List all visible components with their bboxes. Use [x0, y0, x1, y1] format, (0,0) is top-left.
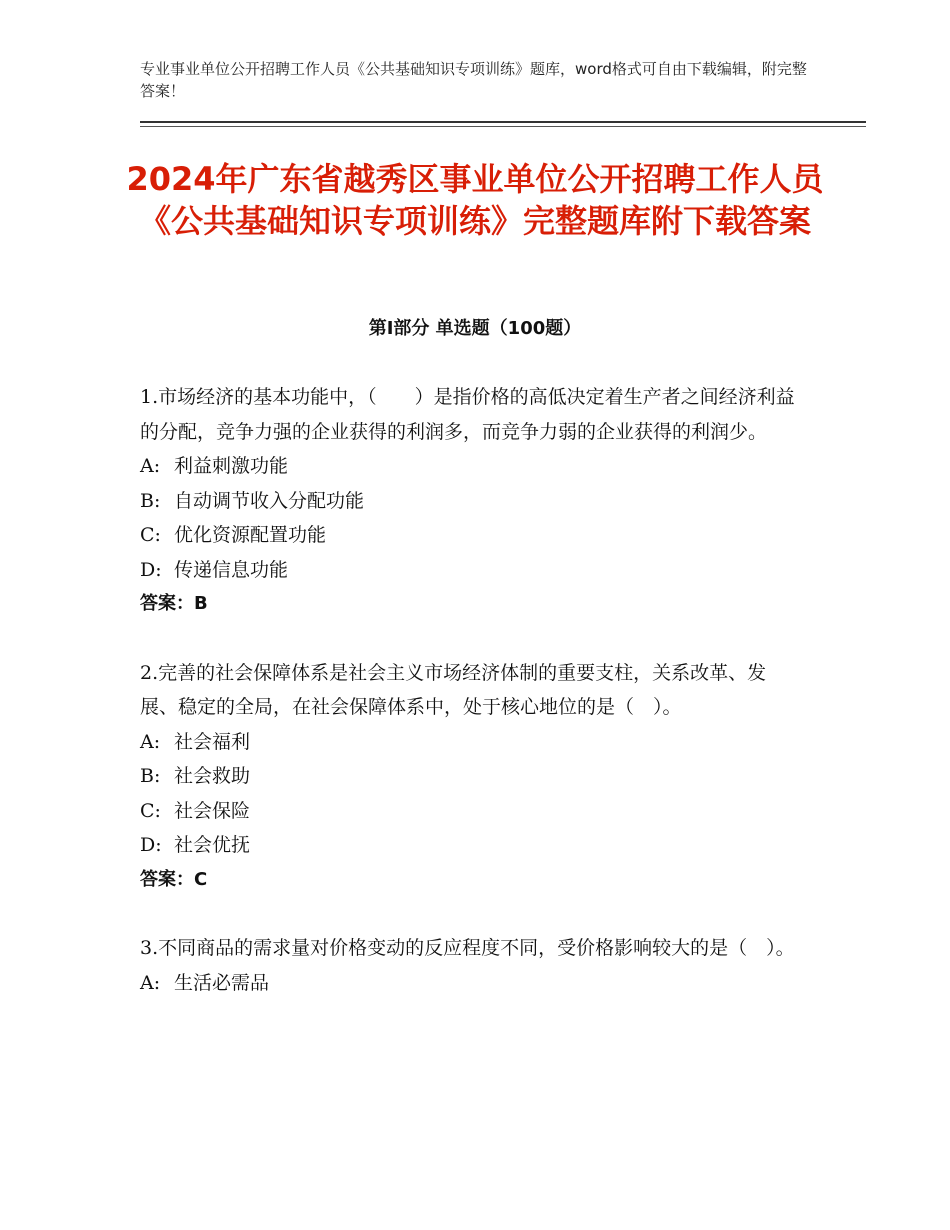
answer-line: 答案：C [140, 868, 208, 890]
option-d [140, 828, 800, 863]
option-letter: D: [140, 558, 162, 581]
option-letter: A: [140, 971, 161, 994]
option-text: 传递信息功能 [174, 558, 289, 581]
option-text: 社会优抚 [174, 834, 251, 856]
option-a [140, 966, 800, 1001]
option-a [140, 725, 800, 760]
option-text: 优化资源配置功能 [174, 524, 327, 546]
option-d [140, 553, 800, 588]
header-note: 专业事业单位公开招聘工作人员《公共基础知识专项训练》题库，word格式可自由下载编辑，附完整答案！ [140, 60, 807, 100]
answer-line: 答案：B [140, 593, 208, 614]
option-b [140, 484, 800, 519]
option-letter: B: [140, 489, 161, 512]
option-c [140, 518, 800, 553]
option-text: 社会救助 [174, 765, 251, 787]
question-2 [140, 656, 800, 898]
option-letter: A: [140, 730, 161, 753]
option-text: 利益刺激功能 [174, 455, 289, 477]
option-letter: C: [140, 799, 161, 822]
question-list [140, 380, 800, 1034]
question-stem: 2.完善的社会保障体系是社会主义市场经济体制的重要支柱，关系改革、发展、稳定的全局，在社会保障体系中，处于核心地位的是（ ）。 [140, 661, 767, 718]
document-title: 2024年广东省越秀区事业单位公开招聘工作人员《公共基础知识专项训练》完整题库附下载答案 [126, 160, 824, 240]
option-letter: B: [140, 765, 161, 787]
option-b [140, 759, 800, 794]
section-heading: 第Ⅰ部分 单选题（100题） [368, 318, 582, 339]
option-text: 社会福利 [174, 730, 251, 753]
option-text: 生活必需品 [174, 971, 270, 994]
question-3 [140, 931, 800, 1000]
header-rule-thin [140, 126, 866, 127]
question-stem: 1.市场经济的基本功能中，（ ）是指价格的高低决定着生产者之间经济利益的分配，竞争力强的企业获得的利润多，而竞争力弱的企业获得的利润少。 [140, 386, 795, 443]
question-stem: 3.不同商品的需求量对价格变动的反应程度不同，受价格影响较大的是（ ）。 [140, 937, 795, 959]
option-a [140, 449, 800, 484]
option-text: 自动调节收入分配功能 [174, 489, 365, 512]
option-letter: C: [140, 524, 161, 546]
option-text: 社会保险 [174, 799, 251, 822]
option-letter: A: [140, 455, 161, 477]
option-c [140, 794, 800, 829]
option-letter: D: [140, 834, 162, 856]
question-1 [140, 380, 800, 622]
header-rule-thick [140, 121, 866, 123]
